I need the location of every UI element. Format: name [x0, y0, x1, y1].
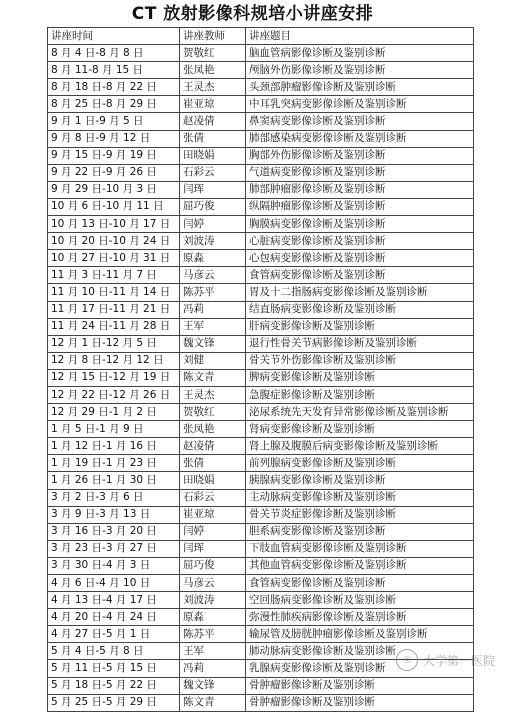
- cell-time: 12 月 22 日-12 月 26 日: [48, 386, 180, 403]
- table-row: [48, 609, 474, 626]
- cell-teacher: 刘波涛: [180, 592, 246, 609]
- table-row: [48, 147, 474, 164]
- cell-teacher: 陈苏平: [180, 626, 246, 643]
- table-row: [48, 472, 474, 489]
- cell-teacher: 贺敬红: [180, 404, 246, 421]
- cell-topic: 鼻窦病变影像诊断及鉴别诊断: [246, 113, 474, 130]
- cell-time: 8 月 25 日-8 月 29 日: [48, 96, 180, 113]
- cell-topic: 骨关节炎症影像诊断及鉴别诊断: [246, 506, 474, 523]
- cell-topic: 头颈部肿瘤影像诊断及鉴别诊断: [246, 79, 474, 96]
- cell-time: 5 月 11 日-5 月 15 日: [48, 660, 180, 677]
- cell-teacher: 张倩: [180, 455, 246, 472]
- table-row: [48, 694, 474, 711]
- table-row: [48, 677, 474, 694]
- cell-time: 1 月 26 日-1 月 30 日: [48, 472, 180, 489]
- cell-time: 11 月 3 日-11 月 7 日: [48, 267, 180, 284]
- cell-teacher: 陈文青: [180, 369, 246, 386]
- cell-time: 11 月 17 日-11 月 21 日: [48, 301, 180, 318]
- cell-topic: 肺部肿瘤影像诊断及鉴别诊断: [246, 181, 474, 198]
- hospital-logo-icon: ◎: [396, 649, 418, 671]
- cell-teacher: 张倩: [180, 130, 246, 147]
- cell-topic: 胸膜病变影像诊断及鉴别诊断: [246, 216, 474, 233]
- table-row: [48, 506, 474, 523]
- cell-topic: 肾上腺及腹膜后病变影像诊断及鉴别诊断: [246, 438, 474, 455]
- cell-time: 5 月 18 日-5 月 22 日: [48, 677, 180, 694]
- table-row: [48, 489, 474, 506]
- cell-teacher: 赵凌倩: [180, 438, 246, 455]
- cell-topic: 乳腺病变影像诊断及鉴别诊断: [246, 660, 474, 677]
- cell-time: 1 月 19 日-1 月 23 日: [48, 455, 180, 472]
- cell-topic: 输尿管及膀胱肿瘤影像诊断及鉴别诊断: [246, 626, 474, 643]
- cell-teacher: 王军: [180, 318, 246, 335]
- cell-topic: 泌尿系统先天发育异常影像诊断及鉴别诊断: [246, 404, 474, 421]
- watermark: [396, 649, 495, 671]
- table-row: [48, 318, 474, 335]
- cell-topic: 主动脉病变影像诊断及鉴别诊断: [246, 489, 474, 506]
- watermark-text: 大学第一医院: [422, 653, 495, 668]
- cell-time: 8 月 11-8 月 15 日: [48, 62, 180, 79]
- cell-time: 5 月 25 日-5 月 29 日: [48, 694, 180, 711]
- cell-teacher: 屈巧俊: [180, 557, 246, 574]
- cell-topic: 下肢血管病变影像诊断及鉴别诊断: [246, 540, 474, 557]
- cell-teacher: 闫婷: [180, 216, 246, 233]
- table-row: [48, 369, 474, 386]
- table-row: [48, 250, 474, 267]
- table-row: [48, 455, 474, 472]
- cell-topic: 脾病变影像诊断及鉴别诊断: [246, 369, 474, 386]
- cell-time: 8 月 18 日-8 月 22 日: [48, 79, 180, 96]
- cell-time: 3 月 2 日-3 月 6 日: [48, 489, 180, 506]
- cell-time: 4 月 6 日-4 月 10 日: [48, 575, 180, 592]
- cell-topic: 急腹症影像诊断及鉴别诊断: [246, 386, 474, 403]
- table-row: [48, 62, 474, 79]
- cell-time: 1 月 5 日-1 月 9 日: [48, 421, 180, 438]
- cell-topic: 其他血管病变影像诊断及鉴别诊断: [246, 557, 474, 574]
- table-row: [48, 267, 474, 284]
- cell-time: 9 月 1 日-9 月 5 日: [48, 113, 180, 130]
- table-row: [48, 626, 474, 643]
- cell-time: 9 月 29 日-10 月 3 日: [48, 181, 180, 198]
- cell-topic: 结直肠病变影像诊断及鉴别诊断: [246, 301, 474, 318]
- cell-time: 3 月 23 日-3 月 27 日: [48, 540, 180, 557]
- cell-topic: 骨肿瘤影像诊断及鉴别诊断: [246, 677, 474, 694]
- table-row: [48, 540, 474, 557]
- cell-topic: 前列腺病变影像诊断及鉴别诊断: [246, 455, 474, 472]
- table-row: [48, 421, 474, 438]
- cell-topic: 胸部外伤影像诊断及鉴别诊断: [246, 147, 474, 164]
- cell-teacher: 魏文锋: [180, 677, 246, 694]
- cell-topic: 胃及十二指肠病变影像诊断及鉴别诊断: [246, 284, 474, 301]
- header-topic: 讲座题目: [246, 28, 474, 45]
- cell-topic: 食管病变影像诊断及鉴别诊断: [246, 267, 474, 284]
- cell-time: 10 月 27 日-10 月 31 日: [48, 250, 180, 267]
- cell-time: 4 月 20 日-4 月 24 日: [48, 609, 180, 626]
- cell-teacher: 田晓娟: [180, 472, 246, 489]
- cell-time: 4 月 27 日-5 月 1 日: [48, 626, 180, 643]
- cell-teacher: 刘健: [180, 352, 246, 369]
- cell-topic: 肺动脉病变影像诊断及鉴别诊断: [246, 643, 474, 660]
- cell-time: 9 月 22 日-9 月 26 日: [48, 164, 180, 181]
- table-row: [48, 130, 474, 147]
- cell-time: 4 月 13 日-4 月 17 日: [48, 592, 180, 609]
- cell-teacher: 王灵杰: [180, 386, 246, 403]
- table-row: [48, 198, 474, 215]
- cell-teacher: 崔亚琼: [180, 96, 246, 113]
- cell-teacher: 陈文青: [180, 694, 246, 711]
- cell-teacher: 张凤艳: [180, 62, 246, 79]
- cell-time: 10 月 20 日-10 月 24 日: [48, 233, 180, 250]
- cell-teacher: 田晓娟: [180, 147, 246, 164]
- table-row: [48, 575, 474, 592]
- cell-topic: 心脏病变影像诊断及鉴别诊断: [246, 233, 474, 250]
- table-row: [48, 335, 474, 352]
- cell-teacher: 王军: [180, 643, 246, 660]
- cell-teacher: 闫婷: [180, 523, 246, 540]
- table-row: [48, 181, 474, 198]
- page-title: CT 放射影像科规培小讲座安排: [131, 4, 374, 24]
- cell-time: 9 月 8 日-9 月 12 日: [48, 130, 180, 147]
- table-row: [48, 386, 474, 403]
- table-row: [48, 592, 474, 609]
- cell-teacher: 魏文锋: [180, 335, 246, 352]
- cell-teacher: 原淼: [180, 250, 246, 267]
- cell-time: 8 月 4 日-8 月 8 日: [48, 45, 180, 62]
- table-row: [48, 284, 474, 301]
- header-time: 讲座时间: [48, 28, 180, 45]
- table-row: [48, 113, 474, 130]
- table-row: [48, 557, 474, 574]
- table-row: [48, 301, 474, 318]
- cell-teacher: 马彦云: [180, 267, 246, 284]
- cell-topic: 弥漫性肺疾病影像诊断及鉴别诊断: [246, 609, 474, 626]
- table-row: [48, 404, 474, 421]
- cell-time: 12 月 8 日-12 月 12 日: [48, 352, 180, 369]
- cell-time: 11 月 24 日-11 月 28 日: [48, 318, 180, 335]
- cell-topic: 心包病变影像诊断及鉴别诊断: [246, 250, 474, 267]
- cell-teacher: 屈巧俊: [180, 198, 246, 215]
- cell-topic: 肺部感染病变影像诊断及鉴别诊断: [246, 130, 474, 147]
- cell-topic: 退行性骨关节病影像诊断及鉴别诊断: [246, 335, 474, 352]
- table-row: [48, 438, 474, 455]
- cell-teacher: 闫珲: [180, 181, 246, 198]
- cell-time: 11 月 10 日-11 月 14 日: [48, 284, 180, 301]
- cell-teacher: 石彩云: [180, 164, 246, 181]
- cell-topic: 气道病变影像诊断及鉴别诊断: [246, 164, 474, 181]
- cell-topic: 肝病变影像诊断及鉴别诊断: [246, 318, 474, 335]
- table-row: [48, 352, 474, 369]
- table-header-row: [48, 28, 474, 45]
- cell-time: 3 月 30 日-4 月 3 日: [48, 557, 180, 574]
- cell-time: 1 月 12 日-1 月 16 日: [48, 438, 180, 455]
- table-row: [48, 96, 474, 113]
- lecture-schedule-table: [47, 27, 474, 712]
- cell-topic: 骨肿瘤影像诊断及鉴别诊断: [246, 694, 474, 711]
- cell-teacher: 闫珲: [180, 540, 246, 557]
- cell-time: 3 月 16 日-3 月 20 日: [48, 523, 180, 540]
- cell-topic: 胰腺病变影像诊断及鉴别诊断: [246, 472, 474, 489]
- cell-teacher: 张凤艳: [180, 421, 246, 438]
- cell-teacher: 王灵杰: [180, 79, 246, 96]
- cell-topic: 纵隔肿瘤影像诊断及鉴别诊断: [246, 198, 474, 215]
- cell-topic: 肾病变影像诊断及鉴别诊断: [246, 421, 474, 438]
- cell-time: 5 月 4 日-5 月 8 日: [48, 643, 180, 660]
- cell-time: 9 月 15 日-9 月 19 日: [48, 147, 180, 164]
- cell-teacher: 原淼: [180, 609, 246, 626]
- cell-teacher: 贺敬红: [180, 45, 246, 62]
- cell-topic: 空回肠病变影像诊断及鉴别诊断: [246, 592, 474, 609]
- cell-time: 10 月 13 日-10 月 17 日: [48, 216, 180, 233]
- cell-teacher: 陈苏平: [180, 284, 246, 301]
- table-row: [48, 216, 474, 233]
- table-row: [48, 79, 474, 96]
- cell-topic: 胆系病变影像诊断及鉴别诊断: [246, 523, 474, 540]
- cell-time: 3 月 9 日-3 月 13 日: [48, 506, 180, 523]
- cell-topic: 脑血管病影像诊断及鉴别诊断: [246, 45, 474, 62]
- cell-topic: 食管病变影像诊断及鉴别诊断: [246, 575, 474, 592]
- cell-teacher: 马彦云: [180, 575, 246, 592]
- cell-teacher: 刘波涛: [180, 233, 246, 250]
- cell-time: 12 月 29 日-1 月 2 日: [48, 404, 180, 421]
- cell-teacher: 崔亚琼: [180, 506, 246, 523]
- cell-time: 12 月 15 日-12 月 19 日: [48, 369, 180, 386]
- cell-teacher: 石彩云: [180, 489, 246, 506]
- cell-teacher: 赵凌倩: [180, 113, 246, 130]
- cell-time: 12 月 1 日-12 月 5 日: [48, 335, 180, 352]
- table-row: [48, 45, 474, 62]
- cell-teacher: 冯莉: [180, 301, 246, 318]
- cell-time: 10 月 6 日-10 月 11 日: [48, 198, 180, 215]
- table-row: [48, 523, 474, 540]
- table-row: [48, 233, 474, 250]
- table-row: [48, 164, 474, 181]
- cell-teacher: 冯莉: [180, 660, 246, 677]
- header-teacher: 讲座教师: [180, 28, 246, 45]
- cell-topic: 骨关节外伤影像诊断及鉴别诊断: [246, 352, 474, 369]
- cell-topic: 中耳乳突病变影像诊断及鉴别诊断: [246, 96, 474, 113]
- cell-topic: 颅脑外伤影像诊断及鉴别诊断: [246, 62, 474, 79]
